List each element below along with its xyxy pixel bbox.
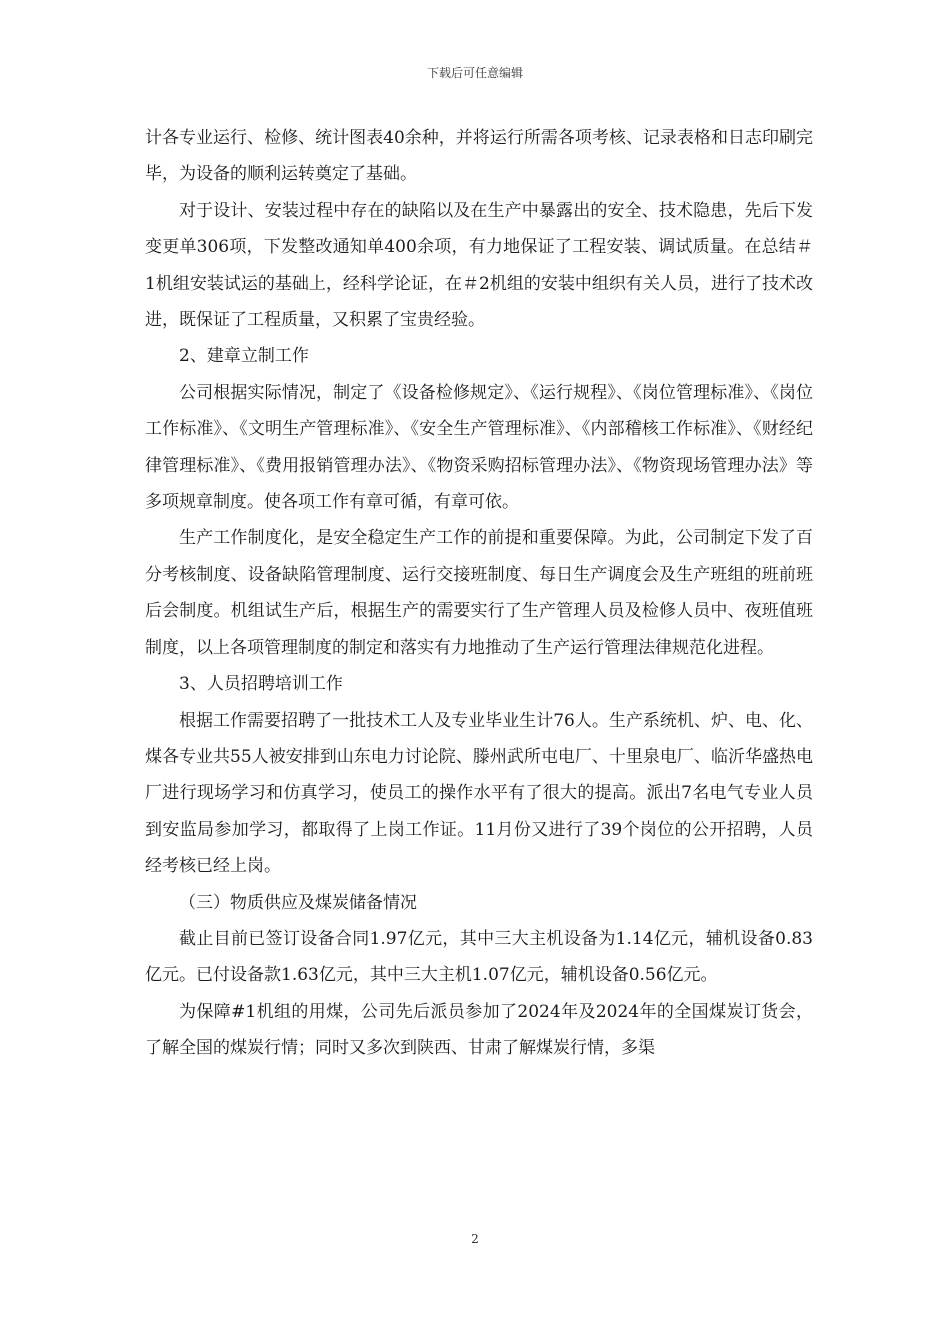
- section-heading: 3、人员招聘培训工作: [179, 674, 343, 695]
- paragraph: 为保障#1机组的用煤，公司先后派员参加了2024年及2024年的全国煤炭订货会，了解全国的煤炭行情；同时又多次到陕西、甘肃了解煤炭行情，多渠: [145, 1001, 813, 1059]
- section-heading: （三）物质供应及煤炭储备情况: [179, 892, 417, 913]
- paragraph: 生产工作制度化，是安全稳定生产工作的前提和重要保障。为此，公司制定下发了百分考核制度、设备缺陷管理制度、运行交接班制度、每日生产调度会及生产班组的班前班后会制度。机组试生产后，根据生产的需要实行了生产管理人员及检修人员中、夜班值班制度，以上各项管理制度的制定和落实有力地推动了生产运行管理法律规范化进程。: [145, 528, 813, 658]
- document-body: [145, 120, 813, 1067]
- page-number: 2: [471, 1232, 479, 1246]
- paragraph: 截止目前已签订设备合同1.97亿元，其中三大主机设备为1.14亿元，辅机设备0.83亿元。已付设备款1.63亿元，其中三大主机1.07亿元，辅机设备0.56亿元。: [145, 928, 813, 986]
- paragraph: 计各专业运行、检修、统计图表40余种，并将运行所需各项考核、记录表格和日志印刷完毕，为设备的顺利运转奠定了基础。: [145, 128, 813, 185]
- page-header: 下载后可任意编辑: [426, 66, 523, 80]
- section-heading: 2、建章立制工作: [179, 346, 309, 367]
- paragraph: 对于设计、安装过程中存在的缺陷以及在生产中暴露出的安全、技术隐患，先后下发变更单306项，下发整改通知单400余项，有力地保证了工程安装、调试质量。在总结＃1机组安装试运的基础上，经科学论证，在＃2机组的安装中组织有关人员，进行了技术改进，既保证了工程质量，又积累了宝贵经验。: [145, 200, 813, 331]
- paragraph: 公司根据实际情况，制定了《设备检修规定》、《运行规程》、《岗位管理标准》、《岗位工作标准》、《文明生产管理标准》、《安全生产管理标准》、《内部稽核工作标准》、《财经纪律管理标准》、《费用报销管理办法》、《物资采购招标管理办法》、《物资现场管理办法》等多项规章制度。使各项工作有章可循，有章可依。: [145, 382, 813, 513]
- paragraph: 根据工作需要招聘了一批技术工人及专业毕业生计76人。生产系统机、炉、电、化、煤各专业共55人被安排到山东电力讨论院、滕州武所屯电厂、十里泉电厂、临沂华盛热电厂进行现场学习和仿真学习，使员工的操作水平有了很大的提高。派出7名电气专业人员到安监局参加学习，都取得了上岗工作证。11月份又进行了39个岗位的公开招聘，人员经考核已经上岗。: [145, 710, 813, 877]
